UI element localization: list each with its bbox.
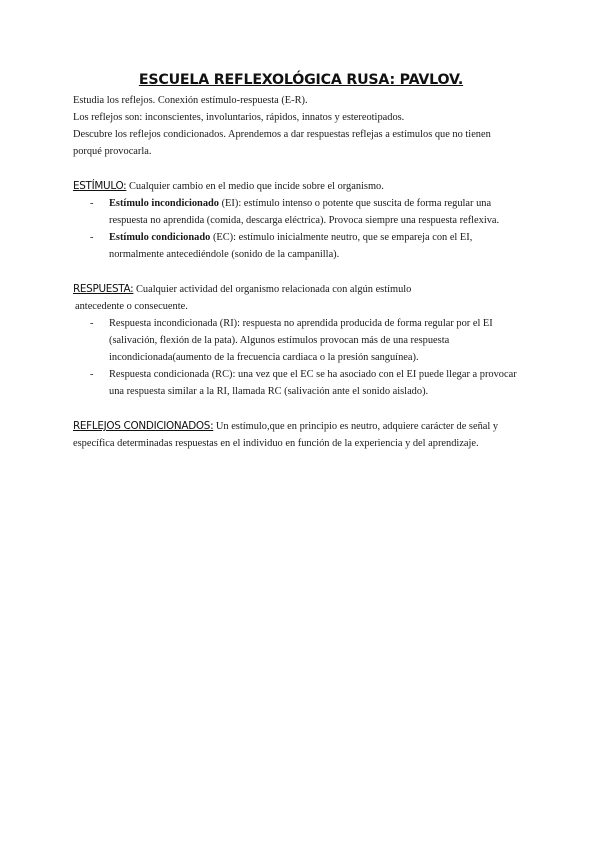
- dash-bullet: -: [90, 369, 94, 380]
- term-estimulo-incondicionado: Estímulo incondicionado: [109, 198, 219, 209]
- list-item-text: respuesta no aprendida (comida, descarga eléctrica). Provoca siempre una respuesta reflexiva.: [109, 215, 500, 226]
- list-item-text: normalmente antecediéndole (sonido de la campanilla).: [109, 249, 340, 260]
- estimulo-heading: ESTÍMULO:: [73, 180, 127, 192]
- intro-line-4: porqué provocarla.: [73, 146, 152, 157]
- document-page: [73, 70, 529, 452]
- estimulo-definition: [73, 178, 529, 195]
- list-item-text: una respuesta similar a la RI, llamada RC (salivación ante el sonido aislado).: [109, 386, 429, 397]
- term-estimulo-condicionado: Estímulo condicionado: [109, 232, 211, 243]
- list-item: [73, 366, 529, 400]
- intro-line-1: Estudia los reflejos. Conexión estímulo-respuesta (E-R).: [73, 95, 308, 106]
- respuesta-list: [73, 315, 529, 400]
- respuesta-text-continued: antecedente o consecuente.: [75, 301, 188, 312]
- estimulo-text: Cualquier cambio en el medio que incide sobre el organismo.: [126, 181, 384, 192]
- estimulo-section: [73, 178, 529, 263]
- intro-section: [73, 92, 529, 160]
- respuesta-heading: RESPUESTA:: [73, 283, 134, 295]
- dash-bullet: -: [90, 232, 94, 243]
- list-item-text: Respuesta incondicionada (RI): respuesta no aprendida producida de forma regular por el EI: [109, 318, 493, 329]
- list-item-text: (EC): estímulo inicialmente neutro, que se empareja con el EI,: [210, 232, 473, 243]
- intro-line-3: Descubre los reflejos condicionados. Aprendemos a dar respuestas reflejas a estímulos que no tienen: [73, 129, 491, 140]
- respuesta-definition: [73, 281, 529, 298]
- respuesta-text: Cualquier actividad del organismo relacionada con algún estímulo: [133, 284, 412, 295]
- list-item: [73, 229, 529, 263]
- list-item-text: (EI): estímulo intenso o potente que suscita de forma regular una: [219, 198, 492, 209]
- intro-line-2: Los reflejos son: inconscientes, involuntarios, rápidos, innatos y estereotipados.: [73, 112, 405, 123]
- document-title: ESCUELA REFLEXOLÓGICA RUSA: PAVLOV.: [138, 72, 464, 88]
- reflejos-section: [73, 418, 529, 452]
- reflejos-definition: [73, 418, 529, 435]
- respuesta-section: [73, 281, 529, 400]
- reflejos-text: Un estímulo,que en principio es neutro, adquiere carácter de señal y: [213, 421, 499, 432]
- list-item: [73, 315, 529, 366]
- list-item-text: (salivación, flexión de la pata). Algunos estímulos provocan más de una respuesta: [109, 335, 450, 346]
- list-item: [73, 195, 529, 229]
- list-item-text: Respuesta condicionada (RC): una vez que el EC se ha asociado con el EI puede llegar a provocar: [109, 369, 517, 380]
- list-item-text: incondicionada(aumento de la frecuencia cardiaca o la presión sanguínea).: [109, 352, 419, 363]
- estimulo-list: [73, 195, 529, 263]
- dash-bullet: -: [90, 198, 94, 209]
- reflejos-text-continued: específica determinadas respuestas en el individuo en función de la experiencia y del aprendizaje.: [73, 438, 479, 449]
- dash-bullet: -: [90, 318, 94, 329]
- reflejos-heading: REFLEJOS CONDICIONADOS:: [73, 420, 214, 432]
